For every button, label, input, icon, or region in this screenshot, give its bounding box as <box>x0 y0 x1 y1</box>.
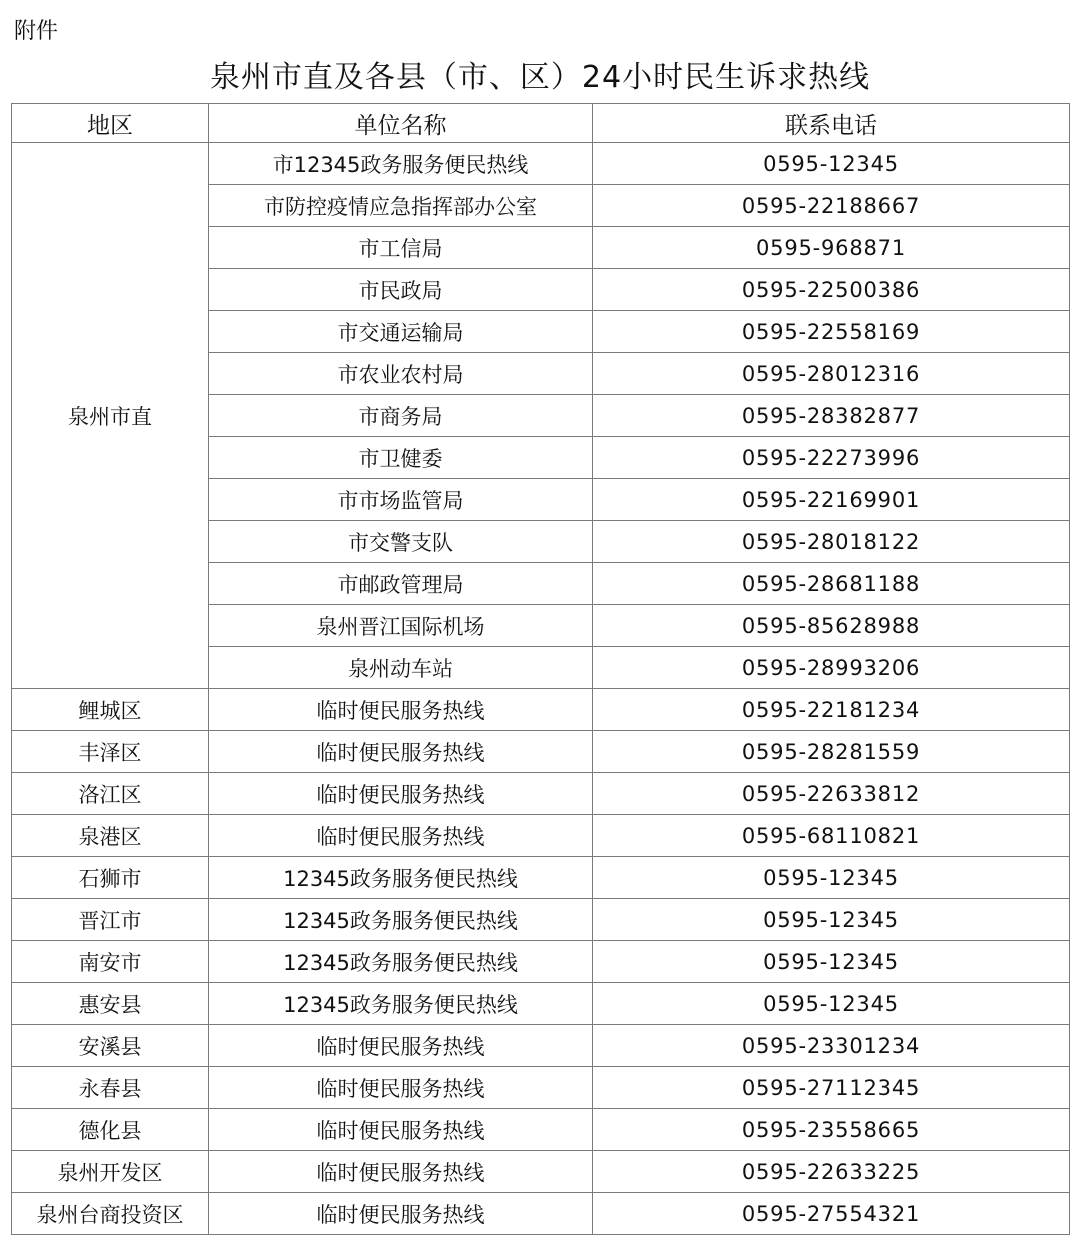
unit-cell: 市民政局 <box>209 269 593 311</box>
table-row <box>12 815 1070 857</box>
unit-cell: 泉州动车站 <box>209 647 593 689</box>
header-phone: 联系电话 <box>593 104 1070 143</box>
unit-cell: 市农业农村局 <box>209 353 593 395</box>
unit-cell: 临时便民服务热线 <box>209 815 593 857</box>
hotline-table <box>11 103 1070 1235</box>
region-cell: 石狮市 <box>12 857 209 899</box>
unit-cell: 12345政务服务便民热线 <box>209 983 593 1025</box>
phone-cell: 0595-22273996 <box>593 437 1070 479</box>
phone-cell: 0595-68110821 <box>593 815 1070 857</box>
phone-cell: 0595-22169901 <box>593 479 1070 521</box>
unit-cell: 临时便民服务热线 <box>209 731 593 773</box>
phone-cell: 0595-12345 <box>593 899 1070 941</box>
phone-cell: 0595-28012316 <box>593 353 1070 395</box>
phone-cell: 0595-12345 <box>593 983 1070 1025</box>
unit-cell: 市交通运输局 <box>209 311 593 353</box>
unit-cell: 12345政务服务便民热线 <box>209 941 593 983</box>
region-cell: 安溪县 <box>12 1025 209 1067</box>
phone-cell: 0595-22181234 <box>593 689 1070 731</box>
unit-cell: 临时便民服务热线 <box>209 773 593 815</box>
phone-cell: 0595-22633812 <box>593 773 1070 815</box>
unit-cell: 12345政务服务便民热线 <box>209 899 593 941</box>
table-row <box>12 899 1070 941</box>
region-cell: 晋江市 <box>12 899 209 941</box>
unit-cell: 市卫健委 <box>209 437 593 479</box>
unit-cell: 市12345政务服务便民热线 <box>209 143 593 185</box>
phone-cell: 0595-22188667 <box>593 185 1070 227</box>
phone-cell: 0595-28681188 <box>593 563 1070 605</box>
phone-cell: 0595-28281559 <box>593 731 1070 773</box>
attachment-label: 附件 <box>14 19 59 44</box>
table-row <box>12 983 1070 1025</box>
unit-cell: 市交警支队 <box>209 521 593 563</box>
phone-cell: 0595-28382877 <box>593 395 1070 437</box>
phone-cell: 0595-968871 <box>593 227 1070 269</box>
region-cell: 德化县 <box>12 1109 209 1151</box>
unit-cell: 市工信局 <box>209 227 593 269</box>
region-cell: 泉港区 <box>12 815 209 857</box>
unit-cell: 临时便民服务热线 <box>209 1109 593 1151</box>
unit-cell: 市防控疫情应急指挥部办公室 <box>209 185 593 227</box>
region-cell: 洛江区 <box>12 773 209 815</box>
region-cell: 丰泽区 <box>12 731 209 773</box>
region-cell: 泉州开发区 <box>12 1151 209 1193</box>
unit-cell: 临时便民服务热线 <box>209 689 593 731</box>
phone-cell: 0595-22633225 <box>593 1151 1070 1193</box>
table-row <box>12 1193 1070 1235</box>
header-region: 地区 <box>12 104 209 143</box>
unit-cell: 泉州晋江国际机场 <box>209 605 593 647</box>
phone-cell: 0595-23558665 <box>593 1109 1070 1151</box>
phone-cell: 0595-12345 <box>593 941 1070 983</box>
table-row <box>12 941 1070 983</box>
table-body <box>12 143 1070 1235</box>
phone-cell: 0595-27554321 <box>593 1193 1070 1235</box>
phone-cell: 0595-28993206 <box>593 647 1070 689</box>
phone-cell: 0595-12345 <box>593 857 1070 899</box>
unit-cell: 市邮政管理局 <box>209 563 593 605</box>
table-row <box>12 857 1070 899</box>
table-header-row <box>12 104 1070 143</box>
unit-cell: 临时便民服务热线 <box>209 1067 593 1109</box>
unit-cell: 临时便民服务热线 <box>209 1193 593 1235</box>
table-row <box>12 143 1070 185</box>
table-row <box>12 1025 1070 1067</box>
phone-cell: 0595-85628988 <box>593 605 1070 647</box>
phone-cell: 0595-27112345 <box>593 1067 1070 1109</box>
table-row <box>12 1109 1070 1151</box>
phone-cell: 0595-22500386 <box>593 269 1070 311</box>
unit-cell: 12345政务服务便民热线 <box>209 857 593 899</box>
region-cell: 南安市 <box>12 941 209 983</box>
unit-cell: 市市场监管局 <box>209 479 593 521</box>
table-row <box>12 731 1070 773</box>
phone-cell: 0595-28018122 <box>593 521 1070 563</box>
region-cell: 泉州台商投资区 <box>12 1193 209 1235</box>
region-cell: 鲤城区 <box>12 689 209 731</box>
region-cell: 惠安县 <box>12 983 209 1025</box>
table-row <box>12 1151 1070 1193</box>
table-row <box>12 773 1070 815</box>
page-title: 泉州市直及各县（市、区）24小时民生诉求热线 <box>209 60 871 95</box>
unit-cell: 临时便民服务热线 <box>209 1025 593 1067</box>
header-unit: 单位名称 <box>209 104 593 143</box>
phone-cell: 0595-23301234 <box>593 1025 1070 1067</box>
phone-cell: 0595-12345 <box>593 143 1070 185</box>
table-row <box>12 689 1070 731</box>
phone-cell: 0595-22558169 <box>593 311 1070 353</box>
unit-cell: 临时便民服务热线 <box>209 1151 593 1193</box>
unit-cell: 市商务局 <box>209 395 593 437</box>
table-row <box>12 1067 1070 1109</box>
region-cell: 永春县 <box>12 1067 209 1109</box>
region-cell: 泉州市直 <box>12 143 209 689</box>
